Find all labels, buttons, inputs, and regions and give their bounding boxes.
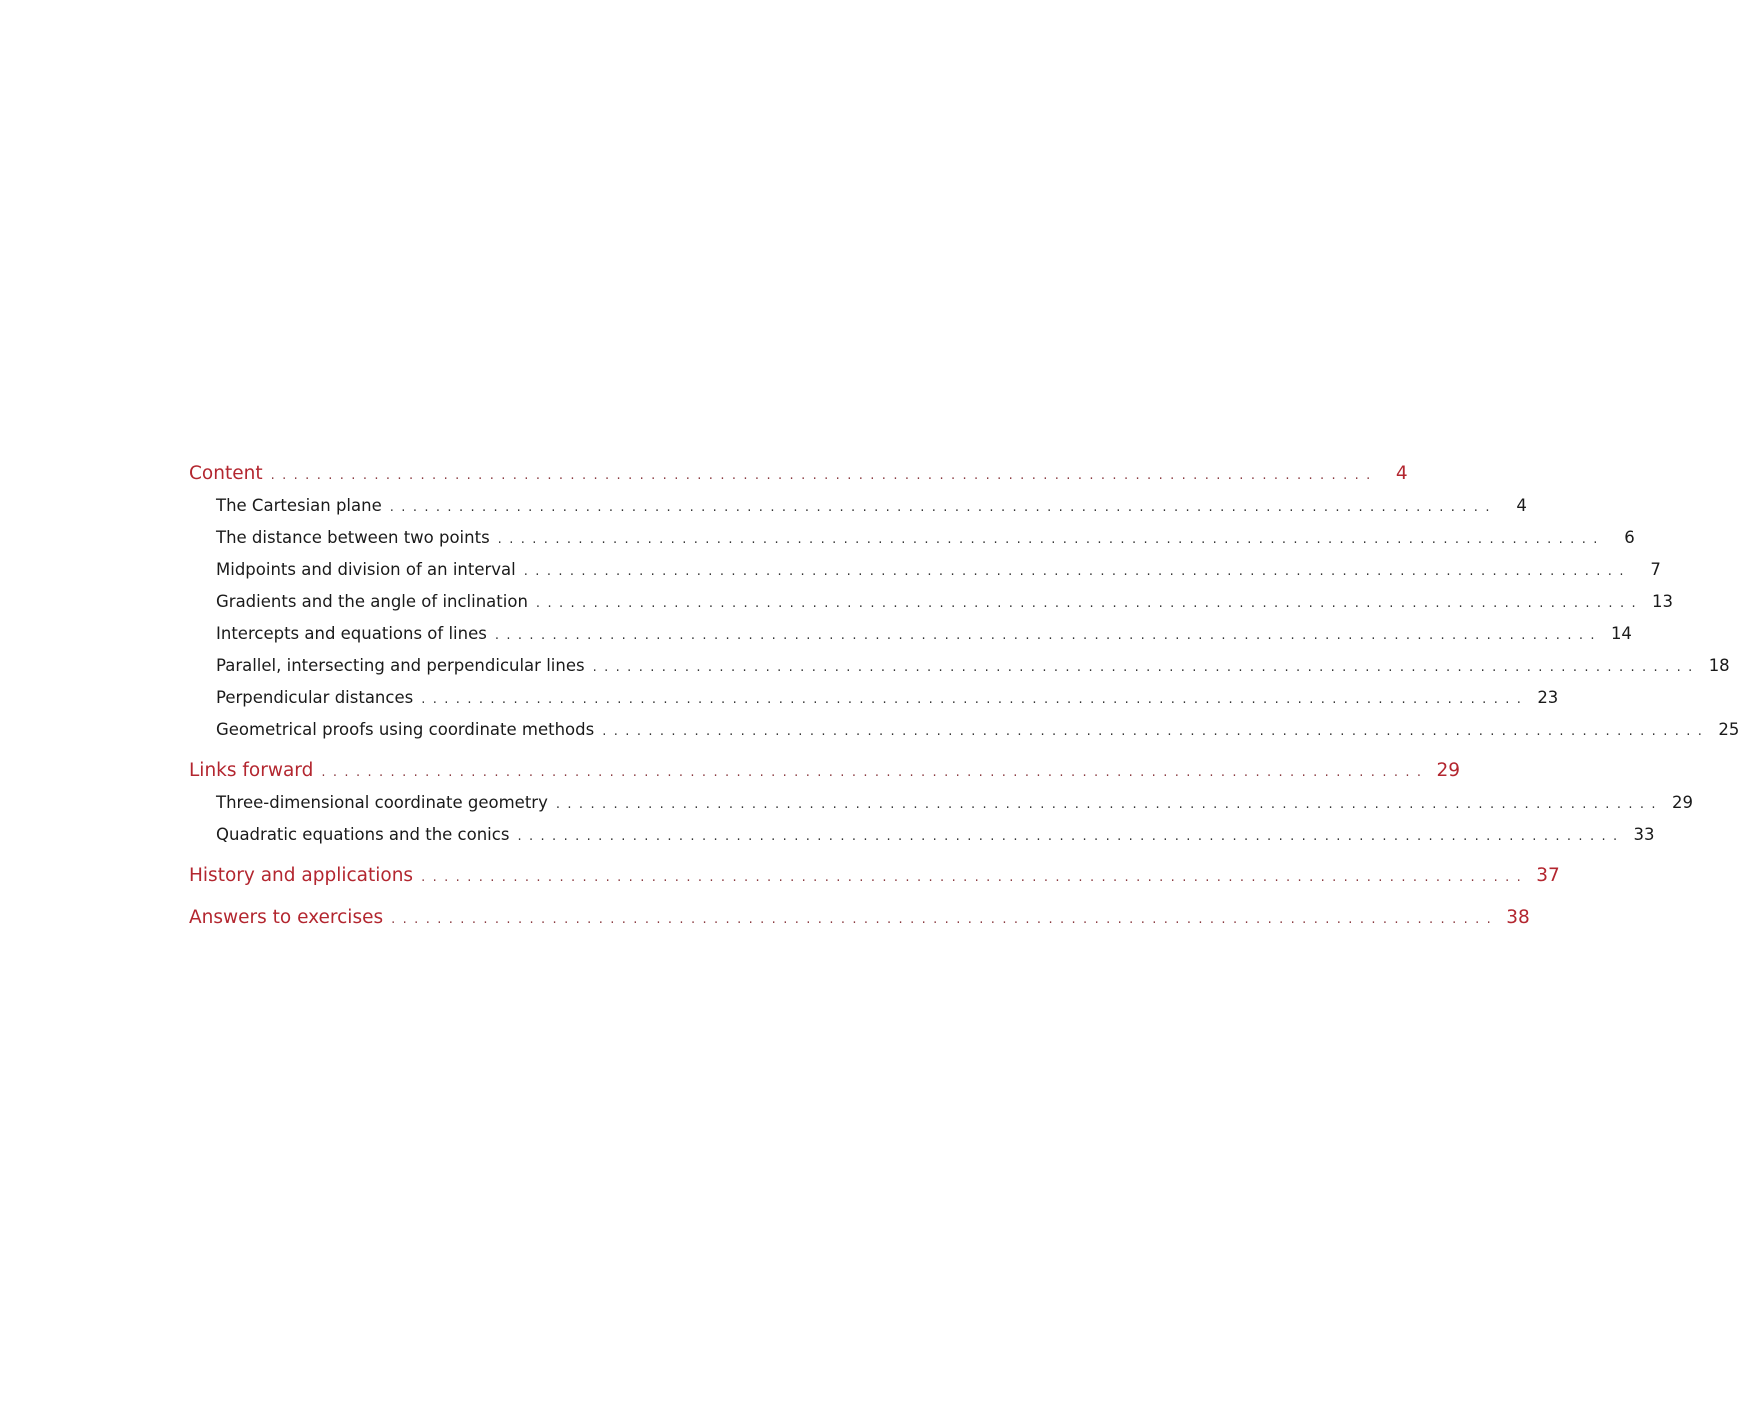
toc-subsection-title: Quadratic equations and the conics (216, 825, 510, 844)
toc-page-number: 29 (1436, 760, 1460, 781)
toc-page-number: 14 (1610, 624, 1632, 643)
toc-page-number: 25 (1718, 720, 1739, 739)
toc-section-title: Links forward (189, 760, 314, 781)
toc-subsection-title: Gradients and the angle of inclination (216, 592, 528, 611)
toc-section-content[interactable] (189, 458, 1408, 490)
toc-subsection-title: Intercepts and equations of lines (216, 624, 487, 643)
toc-section-title: Content (189, 463, 263, 484)
dot-leader: ................................................................................................ (523, 564, 1631, 579)
toc-page-number: 18 (1708, 656, 1730, 675)
toc-subsection-title: Midpoints and division of an interval (216, 560, 516, 579)
toc-page-number: 23 (1537, 688, 1559, 707)
dot-leader: ................................................................................................ (497, 532, 1605, 547)
toc-subsection-title: Perpendicular distances (216, 688, 414, 707)
toc-subsection-item[interactable] (189, 682, 1559, 714)
toc-subsection-title: Three-dimensional coordinate geometry (216, 793, 548, 812)
toc-subsection-title: The distance between two points (216, 528, 490, 547)
dot-leader: ................................................................................................ (321, 765, 1429, 780)
dot-leader: ................................................................................................ (270, 468, 1378, 483)
dot-leader: ................................................................................................ (517, 829, 1625, 844)
dot-leader: ................................................................................................ (602, 724, 1710, 739)
toc-section-history-and-applications[interactable] (189, 860, 1560, 892)
toc-subsection-item[interactable] (189, 490, 1527, 522)
toc-subsection-item[interactable] (189, 554, 1661, 586)
dot-leader: ................................................................................................ (494, 628, 1602, 643)
toc-subsection-title: The Cartesian plane (216, 496, 382, 515)
toc-page-number: 4 (1395, 463, 1408, 484)
toc-page-number: 33 (1633, 825, 1655, 844)
toc-subsection-item[interactable] (189, 787, 1693, 819)
dot-leader: ................................................................................................ (535, 596, 1644, 611)
dot-leader: ................................................................................................ (421, 870, 1529, 885)
toc-subsection-item[interactable] (189, 618, 1632, 650)
toc-page-number: 6 (1624, 528, 1635, 547)
table-of-contents (189, 458, 1739, 934)
toc-page-number: 7 (1650, 560, 1661, 579)
dot-leader: ................................................................................................ (555, 797, 1663, 812)
toc-page-number: 38 (1506, 907, 1530, 928)
toc-subsection-title: Geometrical proofs using coordinate methods (216, 720, 595, 739)
toc-subsection-title: Parallel, intersecting and perpendicular lines (216, 656, 585, 675)
dot-leader: ................................................................................................ (391, 912, 1499, 927)
toc-page-number: 4 (1516, 496, 1527, 515)
toc-subsection-item[interactable] (189, 714, 1739, 746)
dot-leader: ................................................................................................ (389, 500, 1497, 515)
dot-leader: ................................................................................................ (421, 692, 1529, 707)
toc-page-number: 29 (1671, 793, 1693, 812)
toc-subsection-item[interactable] (189, 819, 1655, 851)
toc-section-title: Answers to exercises (189, 907, 384, 928)
toc-section-answers-to-exercises[interactable] (189, 902, 1530, 934)
toc-page-number: 13 (1652, 592, 1674, 611)
toc-subsection-item[interactable] (189, 522, 1635, 554)
toc-page-number: 37 (1536, 865, 1560, 886)
toc-section-title: History and applications (189, 865, 414, 886)
toc-subsection-item[interactable] (189, 650, 1730, 682)
toc-section-links-forward[interactable] (189, 755, 1460, 787)
dot-leader: ................................................................................................ (592, 660, 1700, 675)
toc-subsection-item[interactable] (189, 586, 1674, 618)
